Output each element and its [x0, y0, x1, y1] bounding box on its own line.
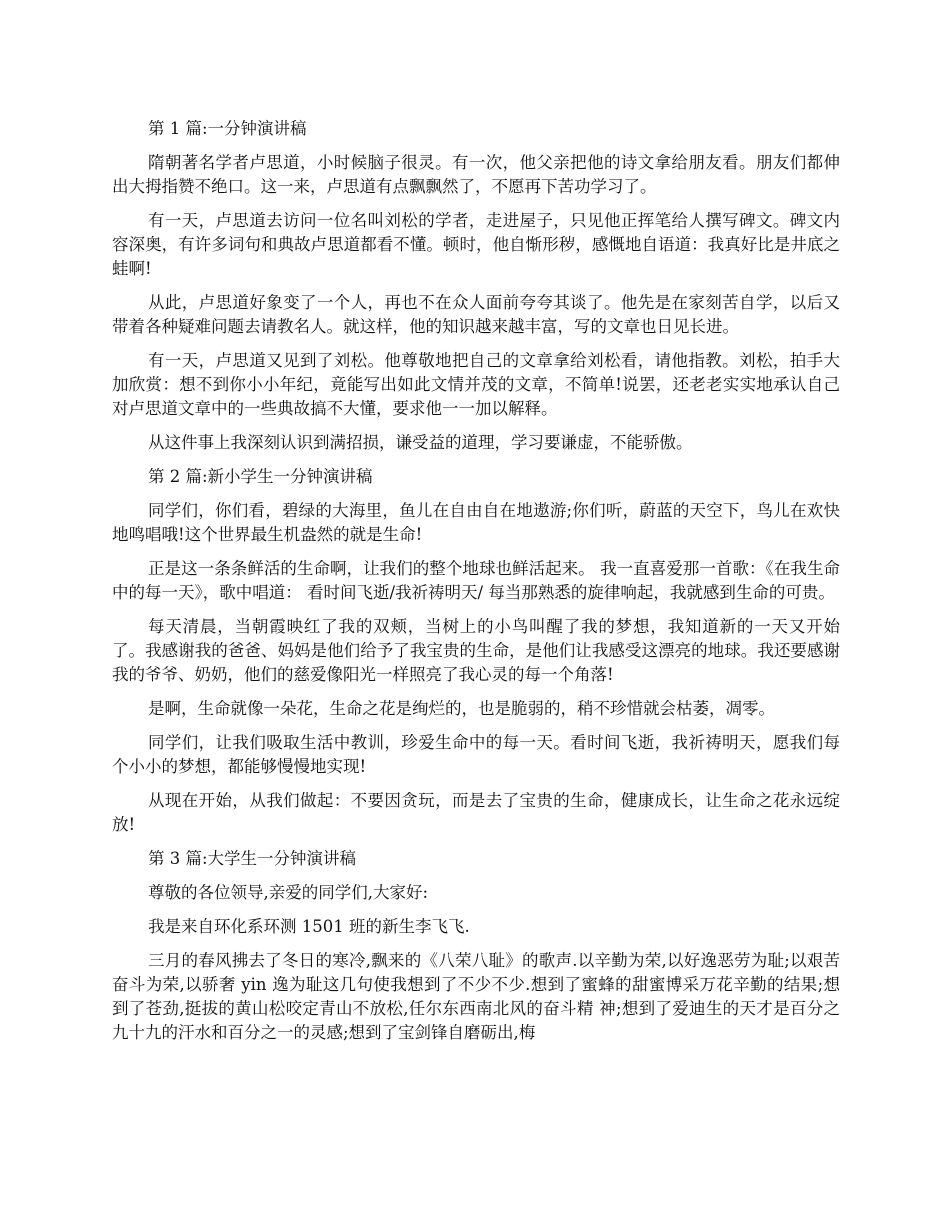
paragraph: 是啊，生命就像一朵花，生命之花是绚烂的，也是脆弱的，稍不珍惜就会枯萎，凋零。 — [148, 699, 775, 718]
paragraph: 同学们，你们看，碧绿的大海里，鱼儿在自由自在地遨游;你们听，蔚蓝的天空下，鸟儿在欢快地鸣唱哦!这个世界最生机盎然的就是生命! — [112, 501, 840, 544]
paragraph: 从此，卢思道好象变了一个人，再也不在众人面前夸夸其谈了。他先是在家刻苦自学，以后又带着各种疑难问题去请教名人。就这样，他的知识越来越丰富，写的文章也日见长进。 — [112, 293, 840, 336]
paragraph: 有一天，卢思道又见到了刘松。他尊敬地把自己的文章拿给刘松看，请他指教。刘松，拍手大加欣赏：想不到你小小年纪，竟能写出如此文情并茂的文章，不简单!说罢，还老老实实地承认自己对卢思道文章中的一些典故搞不大懂，要求他一一加以解释。 — [112, 351, 840, 418]
paragraph: 三月的春风拂去了冬日的寒冷,飘来的《八荣八耻》的歌声.以辛勤为荣,以好逸恶劳为耻;以艰苦奋斗为荣,以骄奢 yin 逸为耻这几句使我想到了不少不少.想到了蜜蜂的甜蜜博采万花辛勤的结果;想到了苍劲,挺拔的黄山松咬定青山不放松,任尔东西南北风的奋斗精 神;想到了爱迪生的天才是百分之九十九的汗水和百分之一的灵感;想到了宝剑锋自磨砺出,梅 — [112, 951, 840, 1042]
section-1-heading: 第 1 篇:一分钟演讲稿 — [148, 119, 307, 138]
paragraph: 每天清晨，当朝霞映红了我的双颊，当树上的小鸟叫醒了我的梦想，我知道新的一天又开始了。我感谢我的爸爸、妈妈是他们给予了我宝贵的生命，是他们让我感受这漂亮的地球。我还要感谢我的爷爷、奶奶，他们的慈爱像阳光一样照亮了我心灵的每一个角落! — [112, 617, 840, 684]
document-page — [112, 117, 840, 1055]
paragraph: 从这件事上我深刻认识到满招损，谦受益的道理，学习要谦虚，不能骄傲。 — [148, 433, 693, 452]
paragraph: 尊敬的各位领导,亲爱的同学们,大家好: — [148, 883, 429, 902]
paragraph: 我是来自环化系环测 1501 班的新生李飞飞. — [148, 917, 470, 936]
paragraph: 同学们，让我们吸取生活中教训，珍爱生命中的每一天。看时间飞逝，我祈祷明天，愿我们每个小小的梦想，都能够慢慢地实现! — [112, 733, 840, 776]
paragraph: 从现在开始，从我们做起：不要因贪玩，而是去了宝贵的生命，健康成长，让生命之花永远绽放! — [112, 791, 840, 834]
section-2-heading: 第 2 篇:新小学生一分钟演讲稿 — [148, 467, 373, 486]
paragraph: 有一天，卢思道去访问一位名叫刘松的学者，走进屋子，只见他正挥笔给人撰写碑文。碑文内容深奥，有许多词句和典故卢思道都看不懂。顿时，他自惭形秽，感慨地自语道：我真好比是井底之蛙啊! — [112, 211, 840, 278]
paragraph: 隋朝著名学者卢思道，小时候脑子很灵。有一次，他父亲把他的诗文拿给朋友看。朋友们都伸出大拇指赞不绝口。这一来，卢思道有点飘飘然了，不愿再下苦功学习了。 — [112, 153, 840, 196]
section-3-heading: 第 3 篇:大学生一分钟演讲稿 — [148, 849, 357, 868]
paragraph: 正是这一条条鲜活的生命啊，让我们的整个地球也鲜活起来。 我一直喜爱那一首歌：《在我生命中的每一天》，歌中唱道： 看时间飞逝/我祈祷明天/ 每当那熟悉的旋律响起，我就感到生命的可贵。 — [112, 559, 840, 602]
